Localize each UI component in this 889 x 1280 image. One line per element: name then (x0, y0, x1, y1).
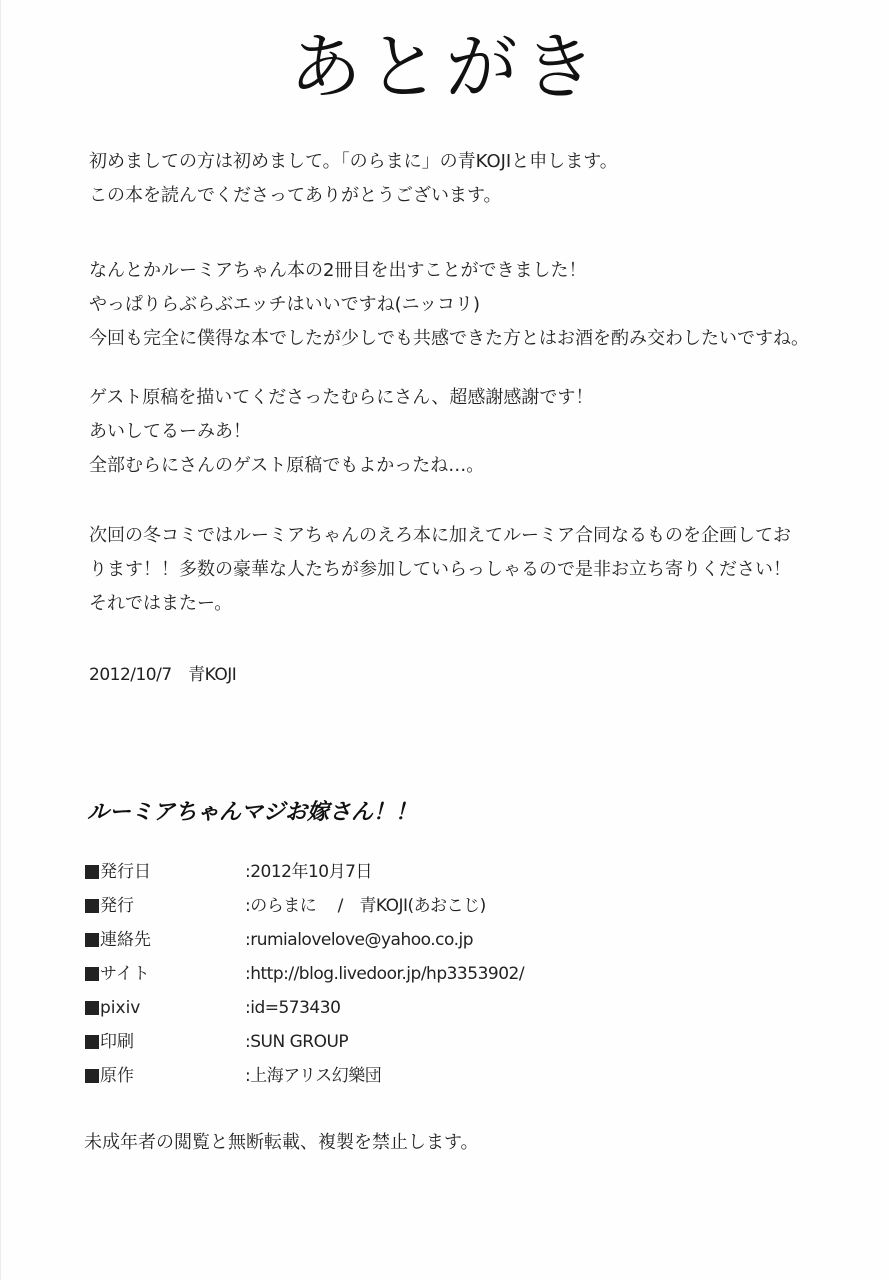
square-bullet-icon (85, 1069, 99, 1083)
colophon-row-issue-date (85, 855, 785, 889)
colophon-row-publisher (85, 889, 785, 923)
colophon-label: 発行日 (100, 862, 151, 882)
colophon-value: :rumialovelove@yahoo.co.jp (245, 930, 474, 950)
copyright-notice: 未成年者の閲覧と無断転載、複製を禁止します。 (84, 1132, 479, 1153)
book-comment-paragraph (89, 254, 849, 356)
paragraph-line: ります！！多数の豪華な人たちが参加していらっしゃるので是非お立ち寄りください！ (89, 559, 791, 580)
colophon-label: サイト (100, 964, 150, 984)
colophon-value: :のらまに / 青KOJI(あおこじ) (245, 896, 486, 916)
paragraph-line: やっぱりらぶらぶエッチはいいですね(ニッコリ) (89, 294, 480, 315)
colophon-value: :上海アリス幻樂団 (245, 1066, 382, 1086)
colophon (85, 855, 785, 1093)
square-bullet-icon (85, 1001, 99, 1015)
guest-thanks-paragraph (89, 381, 849, 483)
colophon-label: 印刷 (100, 1032, 134, 1052)
next-event-paragraph (89, 519, 849, 621)
square-bullet-icon (85, 933, 99, 947)
paragraph-line: この本を読んでくださってありがとうございます。 (89, 185, 502, 206)
colophon-value: :id=573430 (245, 998, 341, 1018)
paragraph-line: なんとかルーミアちゃん本の2冊目を出すことができました！ (89, 260, 587, 281)
colophon-label: pixiv (100, 998, 141, 1018)
greeting-paragraph (89, 145, 849, 213)
paragraph-line: 全部むらにさんのゲスト原稿でもよかったね…。 (89, 455, 485, 476)
square-bullet-icon (85, 967, 99, 981)
paragraph-line: それではまたー。 (89, 593, 233, 614)
square-bullet-icon (85, 1035, 99, 1049)
paragraph-line: 次回の冬コミではルーミアちゃんのえろ本に加えてルーミア合同なるものを企画してお (89, 525, 791, 546)
colophon-row-contact (85, 923, 785, 957)
colophon-row-site (85, 957, 785, 991)
book-title: ルーミアちゃんマジお嫁さん！！ (87, 800, 418, 825)
colophon-value: :SUN GROUP (245, 1032, 349, 1052)
colophon-value: :2012年10月7日 (245, 862, 372, 882)
paragraph-line: ゲスト原稿を描いてくださったむらにさん、超感謝感謝です！ (89, 387, 594, 408)
paragraph-line: 今回も完全に僕得な本でしたが少しでも共感できた方とはお酒を酌み交わしたいですね。 (89, 328, 809, 349)
colophon-row-original-work (85, 1059, 785, 1093)
colophon-row-printer (85, 1025, 785, 1059)
paragraph-line: 初めましての方は初めまして。「のらまに」の青KOJIと申します。 (89, 151, 618, 172)
square-bullet-icon (85, 865, 99, 879)
colophon-label: 原作 (100, 1066, 134, 1086)
colophon-label: 発行 (100, 896, 134, 916)
colophon-row-pixiv (85, 991, 785, 1025)
colophon-label: 連絡先 (100, 930, 151, 950)
colophon-value: :http://blog.livedoor.jp/hp3353902/ (245, 964, 525, 984)
signature-date: 2012/10/7 青KOJI (89, 665, 237, 685)
paragraph-line: あいしてるーみあ！ (89, 421, 251, 442)
square-bullet-icon (85, 899, 99, 913)
page-title: あとがき (289, 25, 602, 109)
